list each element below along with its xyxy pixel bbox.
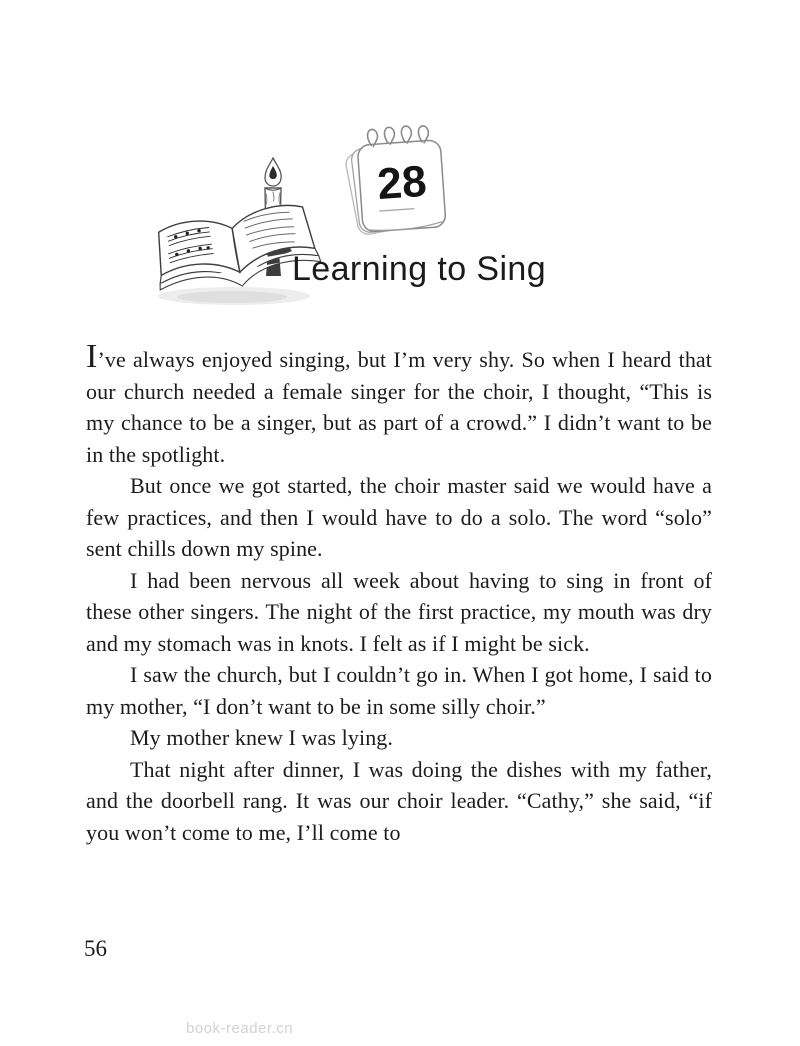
paragraph: I had been nervous all week about having to sing in front of these other singers. The night of the first practice, my mouth was dry and my stomach was in knots. I felt as if I might be sick.	[86, 567, 712, 656]
drop-initial: I	[86, 338, 98, 375]
flip-calendar-icon	[336, 124, 454, 239]
paragraph: My mother knew I was lying.	[130, 725, 393, 750]
paragraph: That night after dinner, I was doing the dishes with my father, and the doorbell rang. It was our choir leader. “Cathy,” she said, “if you won’t come to me, I’ll come to	[86, 756, 712, 845]
watermark: book-reader.cn	[186, 1020, 294, 1037]
paragraph: I saw the church, but I couldn’t go in. When I got home, I said to my mother, “I don’t want to be in some silly choir.”	[86, 662, 712, 719]
chapter-number: 28	[375, 156, 429, 210]
open-songbook-with-candle-icon	[142, 156, 337, 318]
paragraph: I’ve always enjoyed singing, but I’m very shy. So when I heard that our church needed a female singer for the choir, I thought, “This is my chance to be a singer, but as part of a crowd.” I didn’t want to be in the spotlight.	[86, 338, 712, 467]
page-number: 56	[84, 936, 107, 961]
body-text	[86, 340, 712, 848]
paragraph: But once we got started, the choir master said we would have a few practices, and then I would have to do a solo. The word “solo” sent chills down my spine.	[86, 473, 712, 561]
chapter-title: Learning to Sing	[292, 250, 547, 288]
